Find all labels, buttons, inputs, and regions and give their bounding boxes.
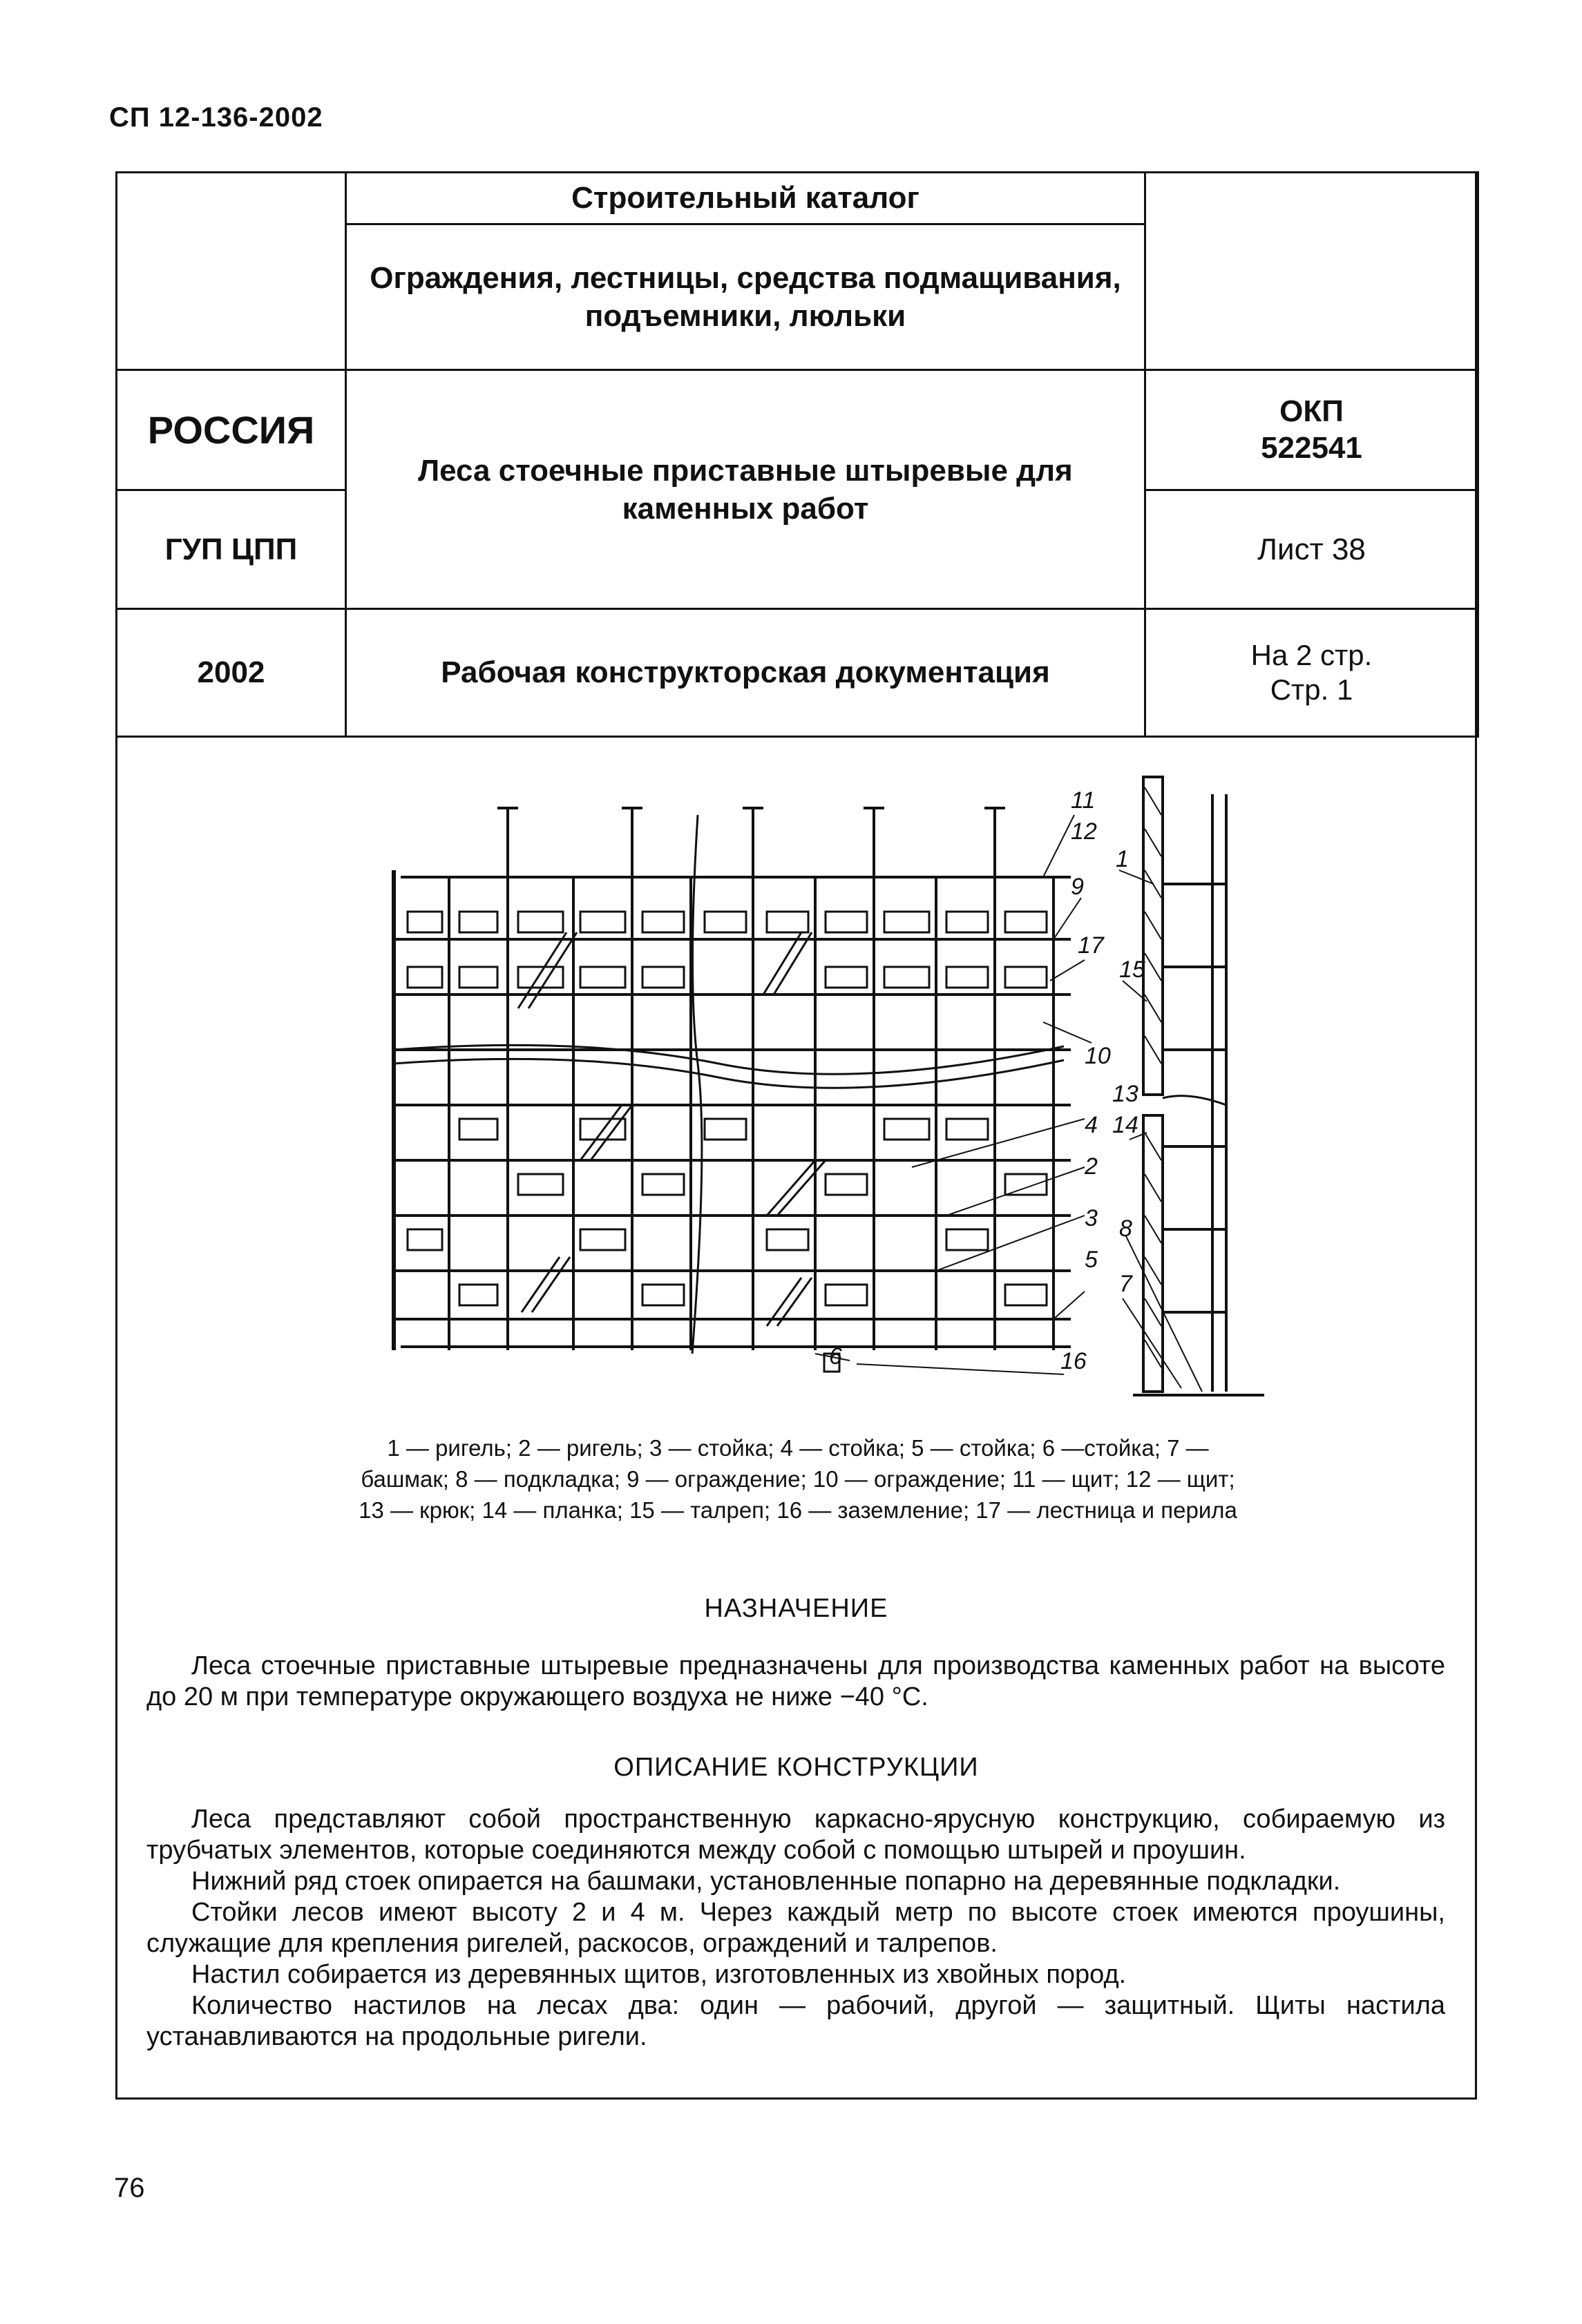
item-title: Леса стоечные приставные штыревые для каменных работ: [346, 370, 1145, 609]
callout-14: 14: [1112, 1112, 1138, 1138]
purpose-title: НАЗНАЧЕНИЕ: [704, 1594, 888, 1623]
construction-paragraph: Нижний ряд стоек опирается на башмаки, установленные попарно на деревянные подкладки.: [191, 1867, 1341, 1896]
callout-9: 9: [1071, 874, 1084, 900]
callout-10: 10: [1085, 1043, 1111, 1069]
document-code: СП 12-136-2002: [109, 102, 323, 133]
sheet-number: Лист 38: [1145, 490, 1478, 609]
document-type: Рабочая конструкторская документация: [346, 609, 1145, 737]
callout-8: 8: [1119, 1216, 1132, 1242]
total-pages: На 2 стр.: [1250, 638, 1373, 671]
title-block: [115, 171, 1479, 738]
scaffold-drawing: [373, 774, 1278, 1409]
drawing-legend: [290, 1432, 1306, 1526]
callout-3: 3: [1085, 1205, 1098, 1231]
callout-16: 16: [1060, 1348, 1087, 1374]
construction-paragraph: Настил собирается из деревянных щитов, изготовленных из хвойных пород.: [191, 1960, 1127, 1989]
callout-2: 2: [1085, 1153, 1098, 1180]
page-number: 76: [114, 2173, 145, 2203]
callout-17: 17: [1078, 932, 1104, 959]
callout-13: 13: [1112, 1081, 1138, 1107]
legend-line: башмак; 8 — подкладка; 9 — ограждение; 10 — ограждение; 11 — щит; 12 — щит;: [361, 1466, 1235, 1492]
catalog-title: Строительный каталог: [346, 173, 1145, 224]
callout-11: 11: [1071, 787, 1096, 814]
callout-1: 1: [1116, 846, 1129, 872]
construction-text: [146, 1804, 1445, 2053]
legend-line: 13 — крюк; 14 — планка; 15 — талреп; 16 — заземление; 17 — лестница и перила: [359, 1497, 1237, 1523]
page-info: [1145, 609, 1478, 737]
legend-line: 1 — ригель; 2 — ригель; 3 — стойка; 4 — стойка; 5 — стойка; 6 —стойка; 7 —: [387, 1435, 1209, 1461]
okp-label: ОКП: [1279, 394, 1344, 428]
title-block-empty-right: [1145, 173, 1478, 370]
title-block-empty-left: [117, 173, 346, 370]
callout-15: 15: [1119, 957, 1145, 983]
okp-cell: [1145, 370, 1478, 490]
organization-label: ГУП ЦПП: [117, 490, 346, 609]
callout-6: 6: [829, 1343, 842, 1370]
purpose-text: Леса стоечные приставные штыревые предназначены для производства каменных работ на высоте до 20 м при температуре окружающего воздуха не ниже −40 °С.: [146, 1651, 1445, 1711]
construction-paragraph: Количество настилов на лесах два: один — рабочий, другой — защитный. Щиты настила устанавливаются на продольные ригели.: [146, 1991, 1445, 2051]
construction-title: ОПИСАНИЕ КОНСТРУКЦИИ: [613, 1753, 979, 1782]
callout-7: 7: [1119, 1271, 1132, 1297]
callout-5: 5: [1085, 1247, 1098, 1273]
callout-12: 12: [1071, 818, 1097, 845]
country-label: РОССИЯ: [117, 370, 346, 490]
section-title: Ограждения, лестницы, средства подмащивания, подъемники, люльки: [346, 224, 1145, 370]
current-page: Стр. 1: [1270, 673, 1353, 706]
okp-code: 522541: [1261, 430, 1362, 465]
callout-4: 4: [1085, 1112, 1098, 1138]
construction-paragraph: Стойки лесов имеют высоту 2 и 4 м. Через каждый метр по высоте стоек имеются проушины, служащие для крепления ригелей, раскосов, ограждений и талрепов.: [146, 1898, 1445, 1958]
year-label: 2002: [117, 609, 346, 737]
construction-paragraph: Леса представляют собой пространственную каркасно-ярусную конструкцию, собираемую из трубчатых элементов, которые соединяются между собой с помощью штырей и проушин.: [146, 1805, 1445, 1865]
